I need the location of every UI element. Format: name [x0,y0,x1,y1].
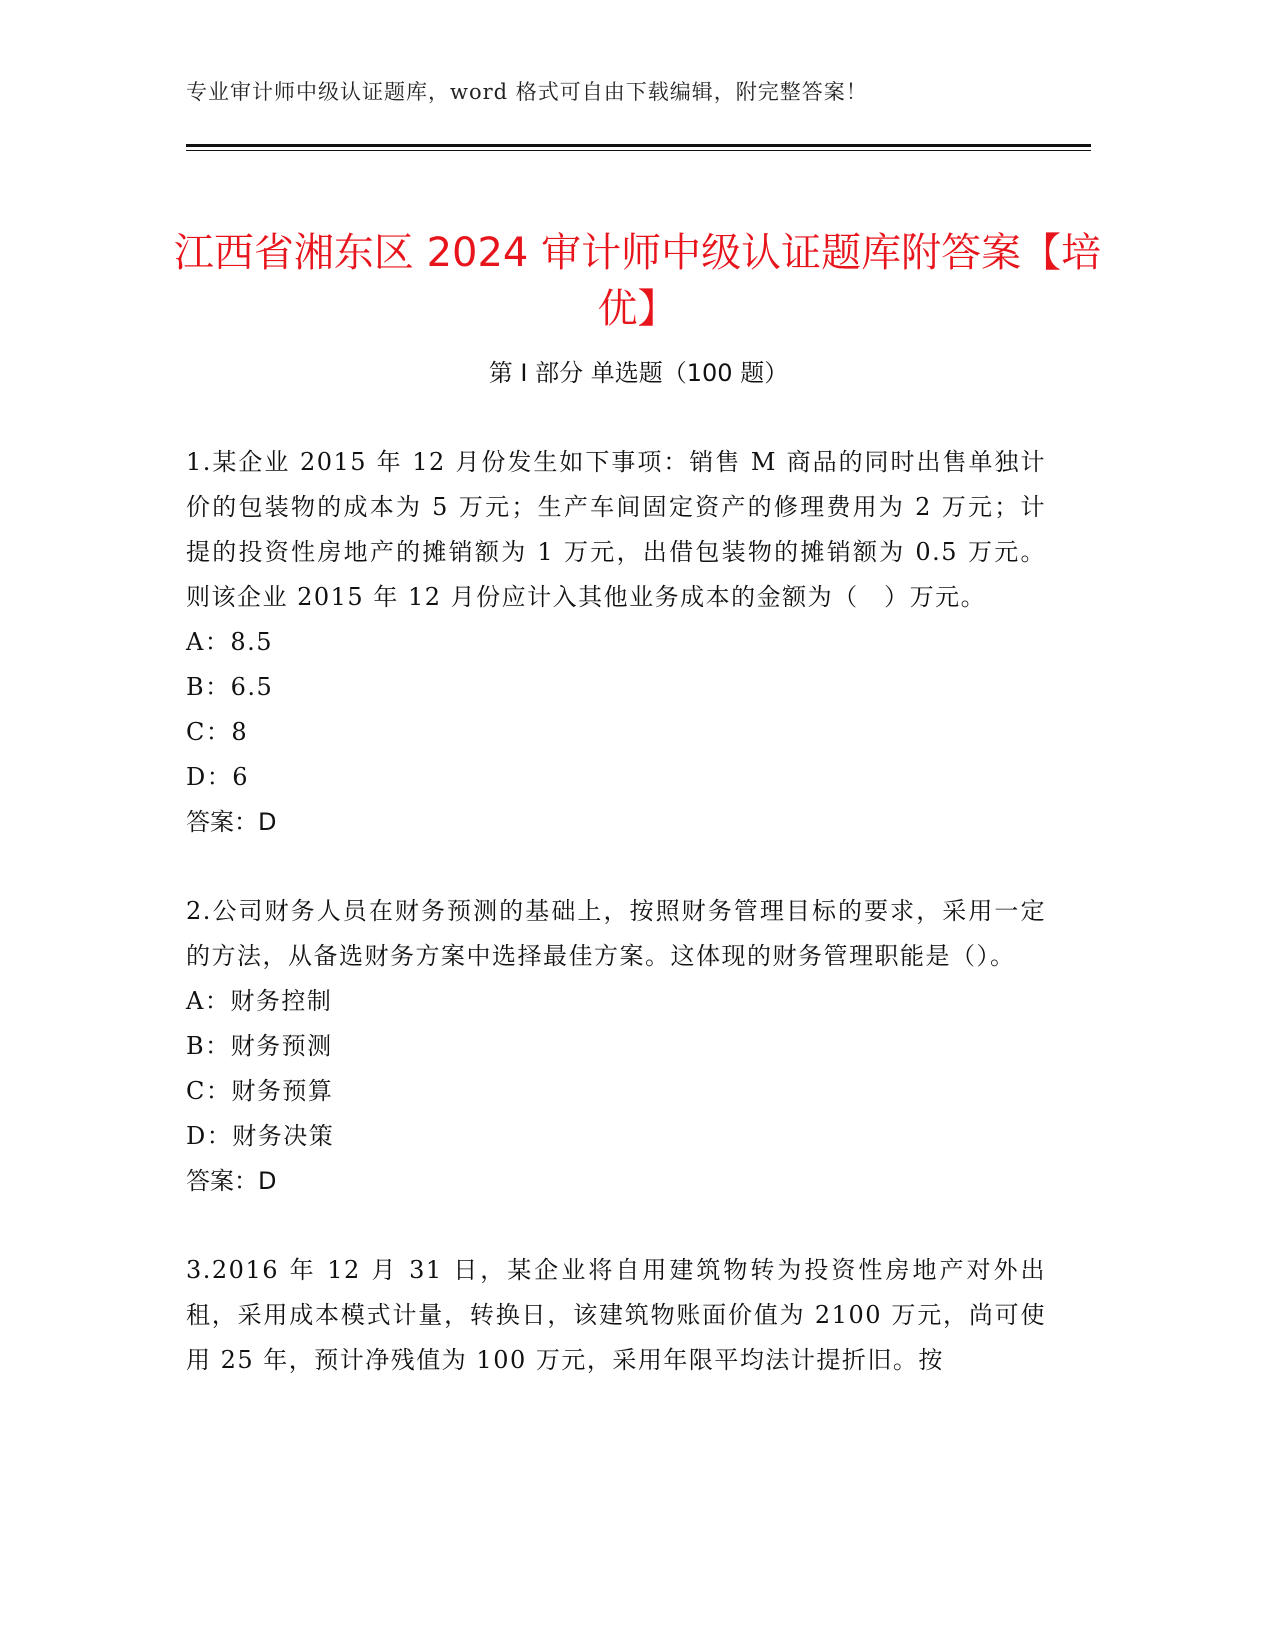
question-list [186,440,1046,1427]
question-3 [186,1248,1046,1383]
option-a: A：8.5 [186,628,273,656]
header-note: 专业审计师中级认证题库，word 格式可自由下载编辑，附完整答案！ [186,80,868,104]
option-a: A：财务控制 [186,987,333,1015]
document-title: 江西省湘东区 2024 审计师中级认证题库附答案【培优】 [173,229,1102,332]
option-d: D：财务决策 [186,1122,335,1150]
option-c: C：8 [186,718,249,746]
question-stem: 1.某企业 2015 年 12 月份发生如下事项：销售 M 商品的同时出售单独计价的包装物的成本为 5 万元；生产车间固定资产的修理费用为 2 万元；计提的投资性房地产的摊销额为 1 万元，出借包装物的摊销额为 0.5 万元。则该企业 2015 年 12 月份应计入其他业务成本的金额为（ ）万元。 [186,448,1046,611]
question-stem: 2.公司财务人员在财务预测的基础上，按照财务管理目标的要求，采用一定的方法，从备选财务方案中选择最佳方案。这体现的财务管理职能是（）。 [186,897,1046,970]
option-b: B：财务预测 [186,1032,333,1060]
header-rule-thin [186,150,1091,151]
option-b: B：6.5 [186,673,274,701]
header-rule-thick [186,144,1091,147]
option-list [186,979,1046,1159]
section-title: 第 I 部分 单选题（100 题） [488,359,789,387]
question-2 [186,889,1046,1204]
question-stem: 3.2016 年 12 月 31 日，某企业将自用建筑物转为投资性房地产对外出租，采用成本模式计量，转换日，该建筑物账面价值为 2100 万元，尚可使用 25 年，预计净残值为 100 万元，采用年限平均法计提折旧。按 [186,1256,1046,1374]
question-1 [186,440,1046,845]
option-list [186,620,1046,800]
option-c: C：财务预算 [186,1077,334,1105]
option-d: D：6 [186,763,250,791]
answer: 答案：D [186,808,277,836]
answer: 答案：D [186,1167,277,1195]
